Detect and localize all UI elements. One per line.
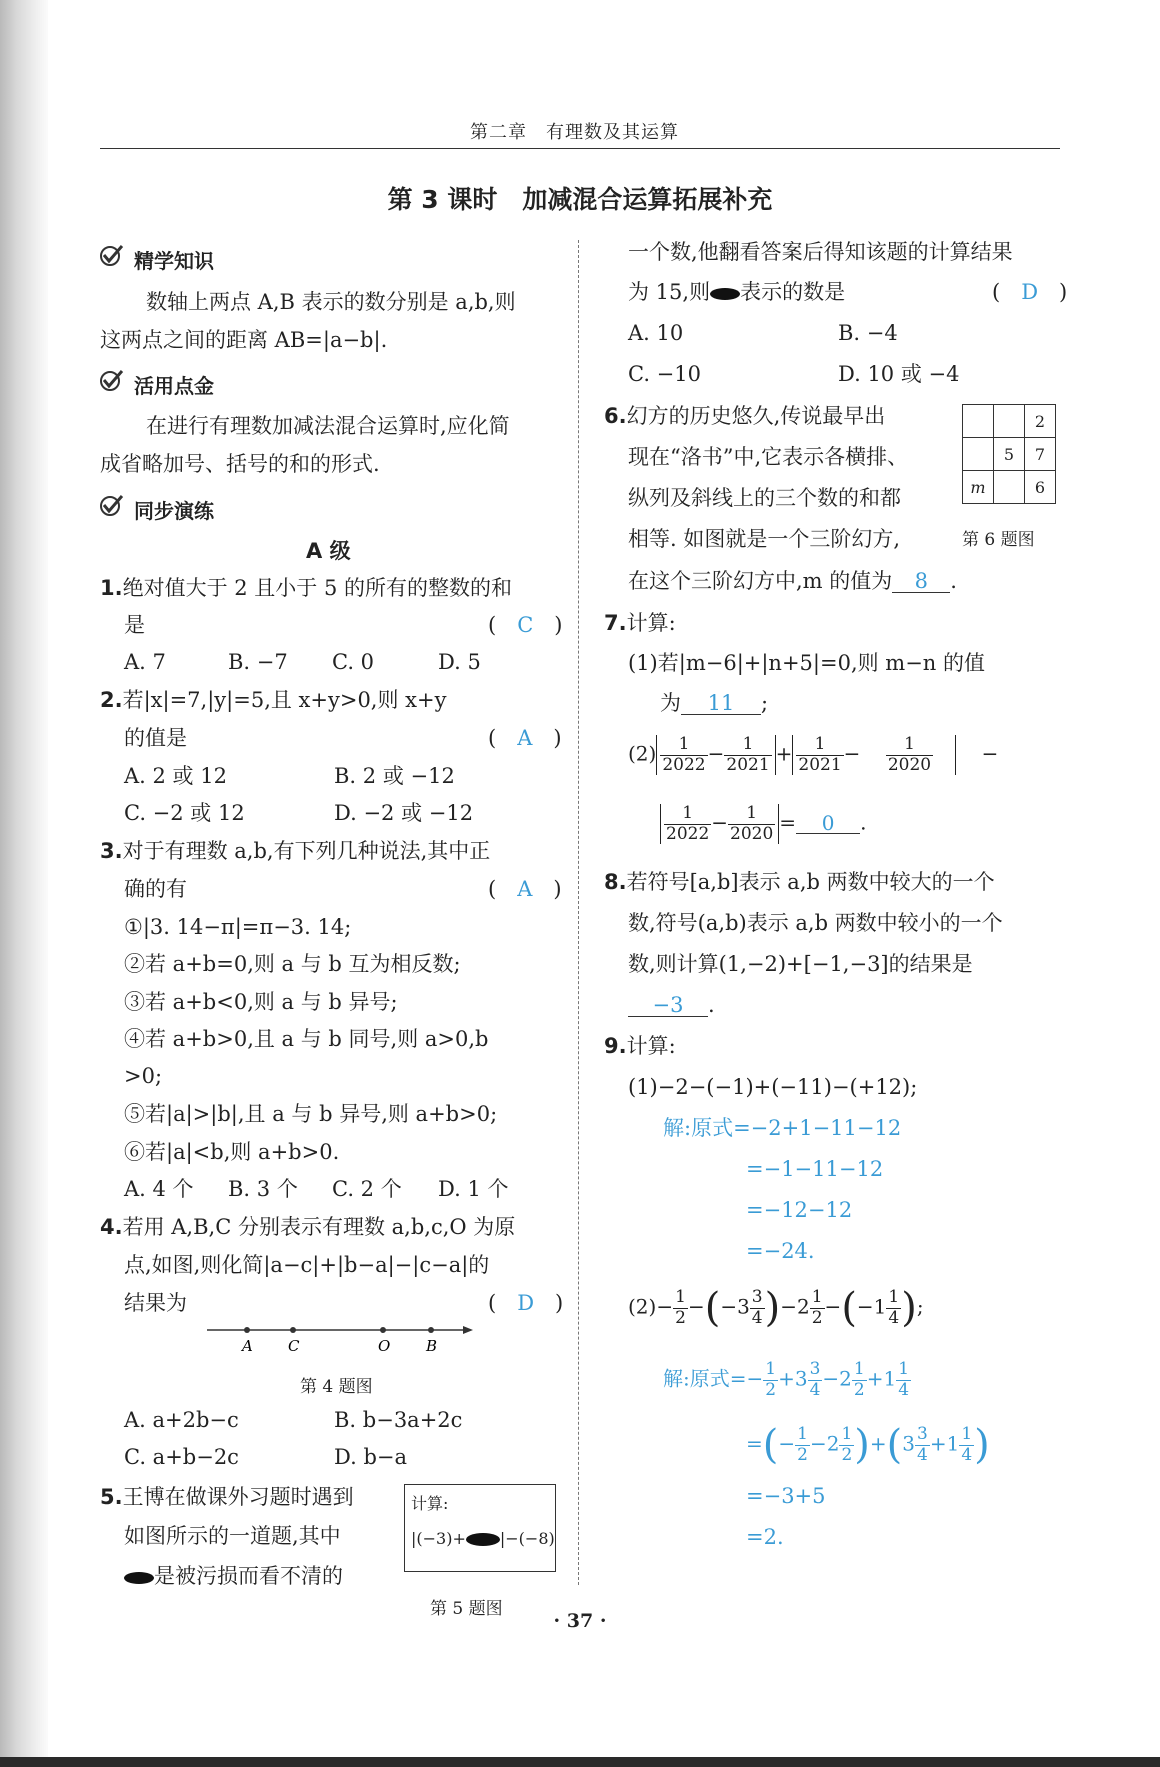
statement: >0; [124,1064,163,1088]
calculation-box [404,1484,556,1572]
number-line-figure [205,1318,475,1358]
option: B. −4 [838,321,898,345]
label-o: O [378,1337,391,1355]
answer-bracket: ( D ) [488,1291,564,1315]
question-2: 2.若|x|=7,|y|=5,且 x+y>0,则 x+y [100,688,447,712]
section-knowledge [134,245,214,274]
question-9: 9.计算: [604,1034,676,1058]
point-o [380,1327,386,1333]
answer-blank: −3 [628,995,708,1017]
question-6-line: 纵列及斜线上的三个数的和都 [628,486,901,510]
column-divider [578,240,579,1585]
figure-caption: 第 4 题图 [300,1377,373,1397]
axis-arrow [463,1326,473,1334]
question-4: 4.若用 A,B,C 分别表示有理数 a,b,c,O 为原 [100,1215,516,1239]
question-3-line: 确的有 [124,877,187,901]
question-8-line: −3 . [628,995,715,1017]
solution-line: 解:原式=− $\frac{1}{2}$ +3 $\frac{3}{4}$ −2 $\frac{1}{2}$ +1 $\frac{1}{4}$ [663,1359,910,1400]
statement: ②若 a+b=0,则 a 与 b 互为相反数; [124,952,461,976]
answer-blank: 0 [796,813,860,834]
answer-blank: 8 [892,571,950,593]
answer-bracket: ( A ) [488,726,562,750]
page-spine-shadow [0,0,48,1767]
solution-line: =2. [746,1525,784,1549]
answer-blank: 11 [681,693,761,715]
question-5: 5.王博在做课外习题时遇到 [100,1485,354,1509]
question-7: 7.计算: [604,611,676,635]
solution-line: =−12−12 [746,1198,853,1222]
ink-blot-icon [466,1533,500,1546]
option: A. 2 或 12 [124,764,227,788]
checkmark-icon [98,367,124,393]
calc-box-expression: |(−3)+ |−(−8) [411,1529,555,1548]
option: A. 10 [628,321,684,345]
section-title: 精学知识 [134,249,214,273]
calc-box-title: 计算: [411,1494,449,1513]
bottom-bar [0,1757,1160,1767]
question-6-line: 相等. 如图就是一个三阶幻方, [628,527,901,551]
knowledge-line: 这两点之间的距离 AB=|a−b|. [100,328,388,352]
magic-cell [994,405,1025,438]
point-b [428,1327,434,1333]
checkmark-icon [98,492,124,518]
point-c [290,1327,296,1333]
chapter-header: 第二章 有理数及其运算 [470,122,679,143]
question-7-part2: (2) $\frac{1}{2022}$ − $\frac{1}{2021}$ + $\frac{1}{2021}$ − $\frac{1}{2020}$ − [628,734,999,775]
option: D. 5 [438,650,481,674]
magic-cell: 2 [1025,405,1056,438]
option: B. b−3a+2c [334,1408,463,1432]
magic-cell [963,438,994,471]
statement: ⑤若|a|>|b|,且 a 与 b 异号,则 a+b>0; [124,1102,498,1126]
section-practice [134,495,214,524]
figure-caption: 第 5 题图 [430,1599,503,1619]
tips-line: 成省略加号、括号的和的形式. [100,452,380,476]
statement: ⑥若|a|<b,则 a+b>0. [124,1140,340,1164]
question-4-line: 结果为 [124,1291,187,1315]
point-a [244,1327,250,1333]
question-5-continued: 一个数,他翻看答案后得知该题的计算结果 [628,240,1013,264]
knowledge-line: 数轴上两点 A,B 表示的数分别是 a,b,则 [146,290,516,314]
question-7-part2-line2: $\frac{1}{2022}$ − $\frac{1}{2020}$ = 0 . [660,804,866,844]
label-b: B [426,1337,438,1355]
option: C. a+b−2c [124,1445,239,1469]
option: D. b−a [334,1445,407,1469]
question-5-continued: 为 15,则 表示的数是 [628,280,846,304]
option: C. −10 [628,362,701,386]
solution-line: =−1−11−12 [746,1157,884,1181]
section-title: 同步演练 [134,499,214,523]
option: B. −7 [228,650,288,674]
option: C. −2 或 12 [124,801,245,825]
solution-line: =−3+5 [746,1484,826,1508]
option: D. −2 或 −12 [334,801,474,825]
question-6-line: 现在“洛书”中,它表示各横排、 [628,445,909,469]
label-a: A [242,1337,253,1355]
question-4-line: 点,如图,则化简|a−c|+|b−a|−|c−a|的 [124,1253,490,1277]
magic-cell: m [963,471,994,504]
question-6-line: 在这个三阶幻方中,m 的值为 8 . [628,569,957,593]
figure-caption: 第 6 题图 [962,530,1035,550]
question-1: 1.绝对值大于 2 且小于 5 的所有的整数的和 [100,576,513,600]
option: B. 2 或 −12 [334,764,455,788]
magic-cell: 6 [1025,471,1056,504]
statement: ①|3. 14−π|=π−3. 14; [124,915,352,939]
question-9-part2: (2)− $\frac{1}{2}$ −(−3 $\frac{3}{4}$ )−2 $\frac{1}{2}$ −(−1 $\frac{1}{4}$ ); [628,1285,924,1332]
question-9-part1: (1)−2−(−1)+(−11)−(+12); [628,1075,918,1099]
magic-square [962,404,1056,504]
page-number: · 37 · [553,1610,607,1632]
question-8-line: 数,符号(a,b)表示 a,b 两数中较小的一个 [628,911,1003,935]
ink-blot-icon [124,1572,154,1584]
question-8-line: 数,则计算(1,−2)+[−1,−3]的结果是 [628,952,973,976]
option: D. 1 个 [438,1177,509,1201]
option: A. 4 个 [124,1177,194,1201]
answer-bracket: ( A ) [488,877,562,901]
magic-cell [963,405,994,438]
section-tips [134,370,214,399]
level-heading: A 级 [306,539,351,563]
option: A. 7 [124,650,166,674]
question-6: 6.幻方的历史悠久,传说最早出 [604,404,886,428]
header-rule [100,148,1060,149]
question-5-line: 是被污损而看不清的 [124,1566,343,1587]
section-title: 活用点金 [134,374,214,398]
magic-cell: 7 [1025,438,1056,471]
solution-line: =−24. [746,1239,815,1263]
answer-bracket: ( D ) [992,280,1068,304]
option: B. 3 个 [228,1177,298,1201]
question-7-part1: 为 11 ; [660,691,769,715]
question-2-line: 的值是 [124,726,187,750]
statement: ③若 a+b<0,则 a 与 b 异号; [124,990,398,1014]
option: C. 2 个 [332,1177,402,1201]
option: D. 10 或 −4 [838,362,960,386]
question-3: 3.对于有理数 a,b,有下列几种说法,其中正 [100,839,491,863]
question-8: 8.若符号[a,b]表示 a,b 两数中较大的一个 [604,870,995,894]
tips-line: 在进行有理数加减法混合运算时,应化简 [146,414,510,438]
lesson-title: 第 3 课时 加减混合运算拓展补充 [387,185,773,214]
magic-cell: 5 [994,438,1025,471]
magic-cell [994,471,1025,504]
checkmark-icon [98,242,124,268]
question-7-part1: (1)若|m−6|+|n+5|=0,则 m−n 的值 [628,651,986,675]
option: C. 0 [332,650,375,674]
label-c: C [288,1337,300,1355]
statement: ④若 a+b>0,且 a 与 b 同号,则 a>0,b [124,1027,489,1051]
question-1-line: 是 [124,613,145,637]
solution-line: =(− $\frac{1}{2}$ −2 $\frac{1}{2}$ )+(3 $\frac{3}{4}$ +1 $\frac{1}{4}$ ) [746,1422,990,1469]
answer-bracket: ( C ) [488,613,563,637]
option: A. a+2b−c [124,1408,239,1432]
question-5-line: 如图所示的一道题,其中 [124,1524,341,1548]
solution-line: 解:原式=−2+1−11−12 [663,1116,902,1140]
ink-blot-icon [710,288,740,300]
